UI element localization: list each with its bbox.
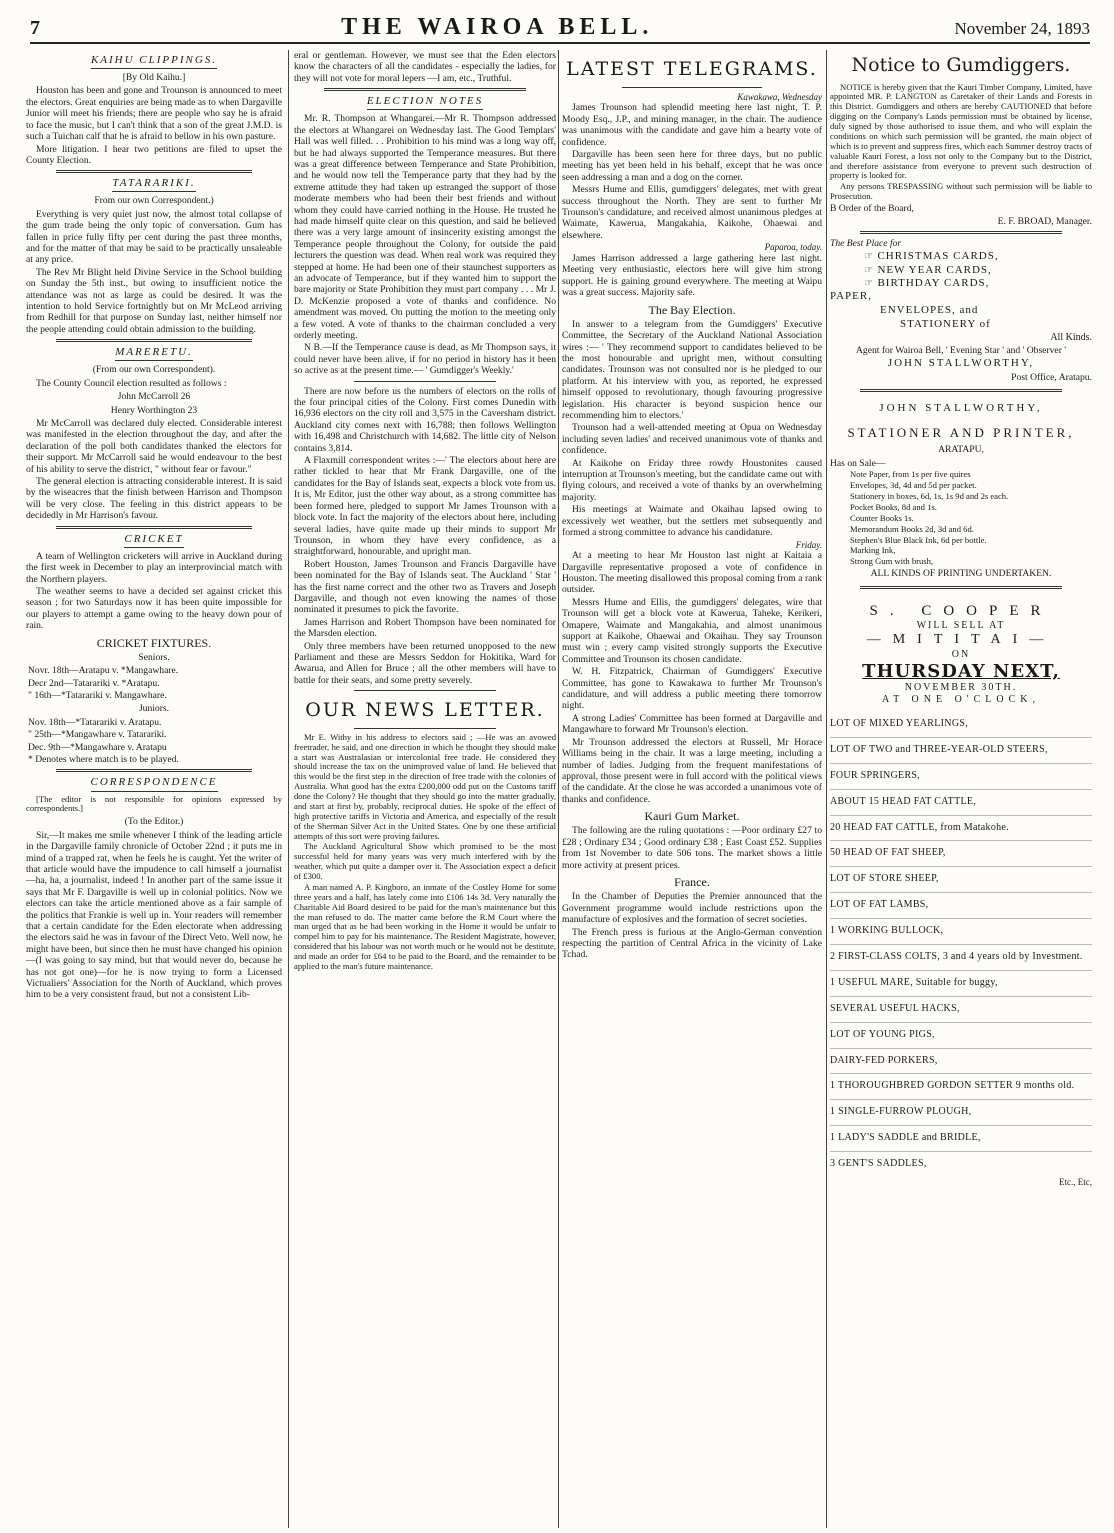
to-the-editor: (To the Editor.) [124,816,184,828]
election-paragraph: Robert Houston, James Trounson and Francis Dargaville have been nominated for the Bay of Islands seat. The Auckland ' Star ' has the first name correct and the other two as Travers and Joseph Dargaville, and though not even knowing the names of those nominated it presumes to pick the favorite. [294,558,556,616]
column-divider [288,50,289,1528]
mareretu-paragraph: The general election is attracting considerable interest. It is said by the wiseacres that the finish between Harrison and Thompson will be very close. The feeling in this district appears to be decidedly in Mr Harrison's favour. [26,476,282,522]
dateline: Kawakawa, Wednesday [737,91,822,102]
kaihu-paragraph: Houston has been and gone and Trounson is announced to meet the electors. Great enquiries are being made as to when Dargaville Junior will meet his friends; there are people who say he is afraid to face the music, but I can't think that a son of the great J.M.D. is such a Tuichan calf that he is afraid to bellow in his own pasture. [26,85,282,143]
notice-paragraph: Any persons TRESPASSING without such permission will be liable to Prosecution. [830,181,1092,202]
bay-paragraph: A strong Ladies' Committee has been formed at Dargaville and Mangawhare to forward Mr Trounson's election. [562,712,822,736]
bay-paragraph: Trounson had a well-attended meeting at Opua on Wednesday including seven ladies' and received unanimous vote of thanks and confidence. [562,422,822,457]
election-paragraph: Mr. R. Thompson at Whangarei.—Mr R. Thompson addressed the electors at Whangarei on Wednesday last. The Good Templars' Hall was well filled. . . Prohibition to his mind was a long way off, but he had always supported the Temperance measures. But there was a great difference between Temperance and State Prohibition, and he would now tell the Temperance party that they had by the extreme attitude they had taken up estranged the support of those moderate members who had been their best friends and without whom they could have carried nothing in the House. He trusted he had made himself quite clear on this question, and said he believed there was a very large amount of insincerity existing amongst the Temperance people throughout the Colony, for outside the paid lecturers the question was dead. When real work was required they stepped at home. He had been one of their staunchest supporters as an advocate of Temperance, but if they wanted him to support the bare majority or State Prohibition they must part company . . . Mr J. D. McKenzie proposed a vote of thanks and confidence. No amendment was moved. On putting the motion to the meeting only a few voted. A vote of thanks to the chairman concluded a very orderly meeting. [294,113,556,342]
editor-disclaimer: [The editor is not responsible for opinions expressed by correspondents.] [26,793,282,814]
agent-line: Agent for Wairoa Bell, ' Evening Star ' and ' Observer ' [855,345,1067,357]
auction-lot: 1 WORKING BULLOCK, [830,918,1092,944]
telegram-paragraph: James Trounson had splendid meeting here last night, T. P. Moody Esq., J.P., and mining manager, in the chair. The audience was unanimous with the candidate and gave him a hearty vote of confidence. [562,102,822,148]
seniors-label: Seniors. [138,651,170,663]
section-rule [622,87,762,88]
election-paragraph: Only three members have been returned unopposed to the new Parliament and these are Messrs Seddon for Hokitika, Ward for Awarua, and Allen for Bruce ; all the other members will have to battle for their seats, and some pretty severely. [294,640,556,686]
auction-lot: 1 THOROUGHBRED GORDON SETTER 9 months old. [830,1073,1092,1099]
bay-paragraph: W. H. Fitzpatrick, Chairman of Gumdiggers' Executive Committee, has gone to Kawakawa to further Mr Trounson's candidature, and will address a public meeting there tomorrow night. [562,666,822,712]
news-paragraph: The Auckland Agricultural Show which promised to be the most successful held for many years was very much interfered with by the weather, which put quite a damper over it. The Association expect a deficit of £300. [294,841,556,882]
auction-date: NOVEMBER 30TH. [904,682,1018,694]
tatarariki-paragraph: Everything is very quiet just now, the almost total collapse of the gum trade being the only topic of conversation. Gum has fallen in price fully fifty per cent during the past three months, and for the matter of that may be said to be practically unsaleable at any price. [26,208,282,266]
kaihu-heading: KAIHU CLIPPINGS. [91,54,217,69]
section-rule [56,170,252,173]
section-rule [354,690,496,691]
auction-lot: LOT OF TWO and THREE-YEAR-OLD STEERS, [830,737,1092,763]
column-2 [294,50,556,1525]
kaihu-paragraph: More litigation. I hear two petitions are filed to upset the County Election. [26,143,282,166]
sale-item: Stationery in boxes, 6d, 1s, 1s 9d and 2s each. [850,491,1009,502]
paper-line: PAPER, [830,289,872,302]
telegram-paragraph: Messrs Hume and Ellis, gumdiggers' delegates, met with great success throughout the North. They are sent to further Mr Trounson's candidature, and received almost unanimous pledges at Waimate, Kawerua, Mangakahia, Kaikohe, Ohaewai and elsewhere. [562,184,822,241]
france-paragraph: In the Chamber of Deputies the Premier announced that the Government programme would include restrictions upon the manufacture of explosives and the formation of secret societies. [562,891,822,926]
stationer-printer-heading: STATIONER AND PRINTER, [847,424,1075,440]
mareretu-byline: (From our own Correspondent). [92,364,216,376]
news-letter-heading: OUR NEWS LETTER. [305,699,545,722]
etc-line: Etc., Etc, [1059,1177,1092,1188]
juniors-label: Juniors. [138,703,170,715]
tatarariki-heading: TATARARIKI. [112,177,195,192]
latest-telegrams-heading: LATEST TELEGRAMS. [566,58,818,80]
section-rule [354,381,496,382]
section-rule [860,389,1062,392]
sale-item: Pocket Books, 8d and 1s. [850,501,937,512]
election-paragraph: There are now before us the numbers of electors on the rolls of the four principal cities of the Colony. First comes Dunedin with 16,936 electors on the city roll and 3,575 in the Caversham district. Auckland city comes next with 16,788; then follows Wellington with 16,498 and Christchurch with 14,682. The little city of Nelson contains 3,814. [294,385,556,454]
auction-lot: LOT OF MIXED YEARLINGS, [830,718,969,730]
post-office: Post Office, Aratapu. [1011,371,1092,383]
telegram-paragraph: James Harrison addressed a large gathering here last night. Meeting very enthusiastic, electors here will give him strong support. He is gaining ground everywhere. The meeting at Waipu was a great success. Majority safe. [562,252,822,299]
auction-advert [830,603,1092,1188]
bay-paragraph: At Kaikohe on Friday three rowdy Houstonites caused interruption at Trounson's meeting, but the candidate came out with flying colours, and received a vote of thanks by an overwhelming majority. [562,457,822,503]
auction-lot: 1 USEFUL MARE, Suitable for buggy, [830,970,1092,996]
card-line: ☞ NEW YEAR CARDS, [864,263,992,276]
fixture-line: " 16th—*Tatarariki v. Mangawhare. [28,690,167,702]
cricket-paragraph: A team of Wellington cricketers will arrive in Auckland during the first week in December to play an interprovincial match with the Northern players. [26,550,282,585]
auction-lot: LOT OF YOUNG PIGS, [830,1022,1092,1048]
bay-paragraph: In answer to a telegram from the Gumdiggers' Executive Committee, the Secretary of the Auckland National Association wires :— ' They recommend support to candidates believed to be the most honourable and upright men, without consulting candidates. Trounson was not consulted nor is he pledged to our platform. At his interview with you, as reported, he expressed himself opposed to revolutionary, though favouring progressive legislation. His character is beyond suspicion hence our recommending him to electors.' [562,318,822,422]
lot-list [830,712,1092,1177]
sale-item: Counter Books 1s. [850,512,914,523]
tatarariki-byline: From our own Correspondent.) [94,195,214,207]
fixtures-heading: CRICKET FIXTURES. [96,635,212,650]
section-rule [324,88,526,91]
column-4 [830,50,1092,1525]
auction-lot: SEVERAL USEFUL HACKS, [830,996,1092,1022]
cricket-heading: CRICKET [124,533,183,548]
masthead [30,14,1090,44]
section-rule [860,231,1062,234]
issue-date: November 24, 1893 [954,19,1090,38]
notice-paragraph: NOTICE is hereby given that the Kauri Timber Company, Limited, have appointed MR. P. LANGTON as Caretaker of their Lands and Forests in this District. Gumdiggers and others are hereby CAUTIONED that before digging on the Company's Lands permission must be obtained by license, duly signed by those authorised to issue them, and who will explain the conditions on which such permission will be granted, the main object of which is to prevent and suppress fires, which each Summer destroy tracts of valuable Kauri Forest, a loss not only to the Company but to the District, and therefore assistance from everyone to prevent such destruction of property is looked for. [830,81,1092,181]
kaihu-byline: [By Old Kaihu.] [122,72,186,84]
stallworthy-name: JOHN STALLWORTHY, [887,357,1035,370]
auction-lot: FOUR SPRINGERS, [830,763,1092,789]
sale-item: Memorandum Books 2d, 3d and 6d. [850,523,974,534]
cricket-paragraph: The weather seems to have a decided set against cricket this season ; for two Saturdays now it has been quite impossible for our players to attempt a game owing to the heavy down pour of rain. [26,585,282,632]
best-place: The Best Place for [830,237,902,249]
page-number: 7 [30,17,40,39]
election-result: John McCarroll 26 [117,391,191,403]
france-heading: France. [674,875,710,890]
on-line: ON [951,648,971,660]
bay-paragraph: At a meeting to hear Mr Houston last night at Kaitaia a Dargaville representative proposed a vote of confidence in Houston. The meeting disallowed this proposal coming from a rank outsider. [562,550,822,596]
auction-lot: ABOUT 15 HEAD FAT CATTLE, [830,789,1092,815]
section-rule [56,526,252,529]
column-divider [558,50,559,1528]
sale-item: Stephen's Blue Black Ink, 6d per bottle. [850,534,987,545]
column-3 [562,50,822,1525]
sale-item: Strong Gum with brush, [850,556,934,567]
all-kinds-line: All Kinds. [1050,332,1092,344]
auction-lot: 3 GENT'S SADDLES, [830,1151,1092,1177]
election-paragraph: A Flaxmill correspondent writes :—' The electors about here are rather tickled to hear that Mr Frank Dargaville, one of the candidates for the Bay of Islands seat, expects a block vote from us. It is, Mr Editor, just the other way about, as a strong committee has been formed here, pledged to support Mr James Trounson with a block vote. In fact the majority of the electors about here, including several ladies, have quite made up their minds to support Mr Trounson, in whom they have every confidence, as a straightforward, honourable, and upright man. [294,455,556,558]
section-rule [56,339,252,342]
auction-lot: 2 FIRST-CLASS COLTS, 3 and 4 years old by Investment. [830,944,1092,970]
fixture-line: Decr 2nd—Tatarariki v. *Aratapu. [28,677,160,689]
tatarariki-paragraph: The Rev Mr Blight held Divine Service in the School building on Sunday the 5th inst., but owing to insufficient notice the attendance was not as large as could be desired. It was the intention to hold Service fortnightly but on Mr McLeod arriving from Redhill for that purpose on Sunday last, neither himself nor the people attending could obtain admission to the building. [26,266,282,335]
section-rule [56,769,252,772]
france-paragraph: The French press is furious at the Anglo-German convention respecting the partition of Central Africa in the vicinity of Lake Tchad. [562,926,822,961]
auction-lot: DAIRY-FED PORKERS, [830,1048,1092,1074]
news-paragraph: Mr E. Withy in his address to electors said ; —He was an avowed freetrader, he said, and one direction in which he thought they should make a start was Australasian or intercolonial free trade. He considered they should increase the tax on the unimproved value of land. He believed that this would be the first step in the direction of free trade with the colonies of Australia. What good has the extra £200,000 odd put on the Customs tariff done the Colony? He thought that they should go into the matter gradually, and start at first by, probably, reciprocal duties. He spoke of the effect of high protective tariffs in Victoria and America, and especially of the result of the Sherman Silver Act in the United States. One by one these artificial attempts of this sort were proving failures. [294,731,556,841]
fixture-note: * Denotes where match is to be played. [28,754,179,766]
kauri-paragraph: The following are the ruling quotations : —Poor ordinary £27 to £28 ; Ordinary £34 ; Good ordinary £38 ; East Coast £52. Supplies from 1st November to date 506 tons. The market shows a little more activity at present prices. [562,825,822,871]
correspondence-heading: CORRESPONDENCE [91,776,218,791]
section-rule [860,586,1062,589]
stationer-location: ARATAPU, [938,444,984,456]
fixture-line: " 25th—*Mangawhare v. Tatarariki. [28,729,167,741]
mareretu-paragraph: Mr McCarroll was declared duly elected. Considerable interest was manifested in the election throughout the day, and after the declaration of the poll both candidates thanked the electors for their support. Mr McCarroll said he would endeavour to the best of his ability to serve the district, " without fear or favour." [26,417,282,475]
dateline: Friday. [795,539,822,550]
stallworthy-heading: JOHN STALLWORTHY, [879,401,1043,414]
auction-lot: LOT OF STORE SHEEP, [830,866,1092,892]
auction-lot: 50 HEAD OF FAT SHEEP, [830,840,1092,866]
sale-item: Note Paper, from 1s per five quires [850,469,971,480]
kauri-gum-heading: Kauri Gum Market. [644,809,740,824]
auction-time: AT ONE O'CLOCK, [881,694,1040,706]
bay-paragraph: His meetings at Waimate and Okaihau lapsed owing to excessively wet weather, but the settlers met subsequently and formed a strong committee to advance his candidature. [562,504,822,539]
pointing-hand-icon: ☞ [864,264,878,276]
section-rule [354,728,496,729]
stationer-advert [830,402,1092,580]
cards-advert [830,238,1092,383]
news-paragraph: A man named A. P. Kingboro, an inmate of the Costley Home for some three years and a half, has lately come into £106 14s 3d. Very naturally the Charitable Aid Board desired to be paid for the man's maintenance but this the man refused to do. The matter came before the R.M Court where the man urged that as he had been working in the Home it would be unfair to compel him to pay for his maintenance. The Resident Magistrate, however, considered that his labour was not worth much or he would not be destitute, and made an order for £64 to be paid to the Board, and the remainder to be applied to the man's future maintenance. [294,881,556,971]
auction-lot: 1 LADY'S SADDLE and BRIDLE, [830,1125,1092,1151]
auction-lot: LOT OF FAT LAMBS, [830,892,1092,918]
election-paragraph: James Harrison and Robert Thompson have been nominated for the Marsden election. [294,616,556,640]
column-divider [826,50,827,1528]
fixture-line: Dec. 9th—*Mangawhare v. Aratapu [28,741,167,753]
pointing-hand-icon: ☞ [864,251,878,263]
newspaper-title: THE WAIROA BELL. [341,14,654,40]
election-notes-heading: ELECTION NOTES [367,95,483,110]
printing-line: ALL KINDS OF PRINTING UNDERTAKEN. [870,568,1052,580]
letter-continuation: eral or gentleman. However, we must see that the Eden electors know the characters of all the candidates - especially the ladies, for they will not vote for moral lepers —I am, etc., Truthful. [294,50,556,84]
sale-item: Marking Ink, [850,545,896,556]
notice-heading: Notice to Gumdiggers. [851,54,1071,76]
will-sell-line: WILL SELL AT [916,620,1006,632]
bay-election-heading: The Bay Election. [648,302,736,317]
election-paragraph: N B.—If the Temperance cause is dead, as Mr Thompson says, it could never have been alive, if for no period in history has it been so active as at the present time.— ' Gumdigger's Weekly.' [294,342,556,377]
pointing-hand-icon: ☞ [864,277,878,289]
telegram-paragraph: Dargaville has been seen here for three days, but no public meeting has yet been held in his behalf, except that he was once seen addressing a man and a dog on the corner. [562,148,822,183]
bay-paragraph: Messrs Hume and Ellis, the gumdiggers' delegates, wire that Trounson will get a block vote at Kawerua, Taheke, Kerikeri, Omapere, Waimate and Mangakahia, and almost unanimous support at Kaikohe, Ohaewai and Okaihau. They say Trounson must win ; every camp visited strongly supports the Executive Committee and Trounson its chosen candidate. [562,596,822,665]
auction-day: THURSDAY NEXT, [862,660,1060,682]
fixture-line: Novr. 18th—Aratapu v. *Mangawhare. [28,665,179,677]
envelopes-line: ENVELOPES, and [880,303,979,316]
election-result: Henry Worthington 23 [110,404,198,416]
fixture-line: Nov. 18th—*Tatarariki v. Aratapu. [28,716,162,728]
auction-lot: 1 SINGLE-FURROW PLOUGH, [830,1099,1092,1125]
dateline: Paparoa, today. [764,242,822,253]
auctioneer-name: S. COOPER [869,602,1053,619]
auction-lot: 20 HEAD FAT CATTLE, from Matakohe. [830,815,1092,841]
sale-item: Envelopes, 3d, 4d and 5d per packet. [850,480,977,491]
mareretu-paragraph: The County Council election resulted as follows : [36,377,227,389]
card-line: ☞ BIRTHDAY CARDS, [864,276,990,289]
notice-order: B Order of the Board, [830,203,914,215]
bay-paragraph: Mr Trounson addressed the electors at Russell, Mr Horace Williams being in the chair. It was a large meeting, including a number of ladies. Judging from the frequent manifestations of approval, those present were in full accord with the political views of the candidate. At the close he was accorded a unanimous vote of thanks and confidence. [562,736,822,805]
card-line: ☞ CHRISTMAS CARDS, [864,250,999,263]
letter-paragraph: Sir,—It makes me smile whenever I think of the leading article in the Dargaville family chronicle of October 22nd ; it puts me in mind of a trapped rat, when he feels he is caught. Yet the writer of that article would have the impudence to call himself a journalist—ha, ha, a journalist, indeed ! In another part of the same issue it says that Mr F. Dargaville is well up in colonial politics. Now we electors can take the article mentioned above as a fair sample of the politics that Frankie is well up in. Your readers will remember that a certain candidate for the Eden electorate when addressing the electors said he was in favour of the Direct Veto. Well now, he might have been, but since then he must have changed his opinion—(I was going to say mind, but that would never do, because he has not got one)—for he is now trying to form a Licensed Victualiers' Association for the North of Auckland, which proves him to be a very consistent fraud, but not a consistent Lib- [26,829,282,1001]
column-1 [26,50,282,1525]
notice-signature: E. F. BROAD, Manager. [997,215,1092,227]
on-sale-label: Has on Sale— [830,457,886,469]
stationery-line: STATIONERY of [900,318,991,331]
auction-location: —MITITAI— [866,632,1056,648]
mareretu-heading: MARERETU. [115,346,193,361]
